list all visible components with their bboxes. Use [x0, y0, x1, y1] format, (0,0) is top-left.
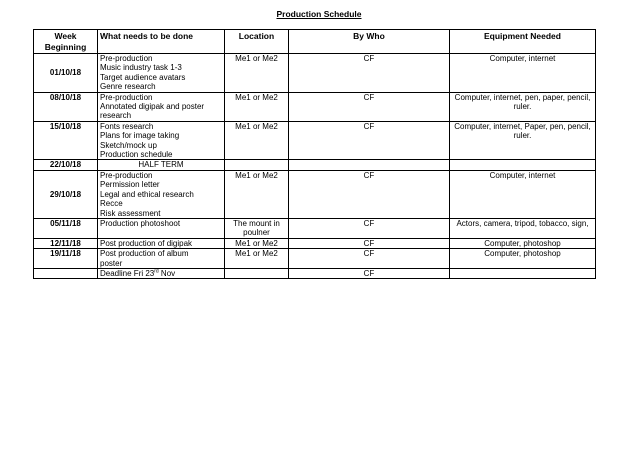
header-week-beginning: Week Beginning [34, 30, 98, 54]
task-cell [98, 121, 225, 160]
by-who-cell: CF [289, 249, 450, 269]
task-line: Target audience avatars [100, 72, 186, 82]
table-row [34, 92, 596, 121]
deadline-line [100, 269, 222, 278]
by-who-cell: CF [289, 92, 450, 121]
week-beginning-cell: 22/10/18 [34, 160, 98, 170]
task-cell [98, 54, 225, 93]
week-beginning-cell: 15/10/18 [34, 121, 98, 160]
production-schedule-table [33, 29, 596, 279]
task-cell [98, 249, 225, 269]
equipment-cell: Computer, internet, pen, paper, pencil, ruler. [450, 92, 596, 121]
header-location: Location [225, 30, 289, 54]
task-cell [98, 92, 225, 121]
equipment-cell: Actors, camera, tripod, tobacco, sign, [450, 218, 596, 238]
table-row [34, 238, 596, 248]
table-row [34, 268, 596, 278]
week-beginning-cell: 19/11/18 [34, 249, 98, 269]
header-row [34, 30, 596, 54]
task-line: Permission letter [100, 180, 160, 190]
by-who-cell: CF [289, 170, 450, 218]
task-line: poster [100, 258, 123, 268]
by-who-cell: CF [289, 54, 450, 93]
location-cell: Me1 or Me2 [225, 249, 289, 269]
task-line: research [100, 111, 132, 121]
equipment-cell: Computer, internet [450, 54, 596, 93]
task-line: Post production of album [100, 249, 189, 259]
task-cell [98, 160, 225, 170]
header-equipment-needed: Equipment Needed [450, 30, 596, 54]
task-line: Pre-production [100, 170, 153, 180]
table-row [34, 121, 596, 160]
location-cell: Me1 or Me2 [225, 92, 289, 121]
week-beginning-cell: 08/10/18 [34, 92, 98, 121]
document-title: Production Schedule [276, 9, 362, 19]
week-beginning-cell [34, 268, 98, 278]
equipment-cell [450, 268, 596, 278]
deadline-month: Nov [158, 268, 176, 278]
table-row [34, 170, 596, 218]
task-line: Risk assessment [100, 208, 161, 218]
deadline-text: Deadline Fri 23 [100, 268, 155, 278]
task-line: Sketch/mock up [100, 140, 157, 150]
location-cell: The mount in poulner [225, 218, 289, 238]
by-who-cell: CF [289, 218, 450, 238]
task-line: Legal and ethical research [100, 189, 194, 199]
task-line: Fonts research [100, 121, 154, 131]
table-row [34, 160, 596, 170]
task-line: Production photoshoot [100, 218, 181, 228]
equipment-cell: Computer, internet [450, 170, 596, 218]
week-beginning-cell: 05/11/18 [34, 218, 98, 238]
task-line: Pre-production [100, 54, 153, 63]
task-cell [98, 170, 225, 218]
task-line: Pre-production [100, 92, 153, 102]
by-who-cell: CF [289, 268, 450, 278]
deadline-ordinal: rd [154, 268, 159, 275]
task-line: Post production of digipak [100, 238, 193, 248]
equipment-cell [450, 160, 596, 170]
table-row [34, 218, 596, 238]
header-by-who: By Who [289, 30, 450, 54]
location-cell [225, 268, 289, 278]
week-beginning-cell: 12/11/18 [34, 238, 98, 248]
location-cell: Me1 or Me2 [225, 238, 289, 248]
task-cell [98, 218, 225, 238]
location-cell: Me1 or Me2 [225, 170, 289, 218]
task-line: Genre research [100, 82, 156, 92]
week-beginning-cell: 01/10/18 [34, 54, 98, 93]
header-what-needs-to-be-done: What needs to be done [98, 30, 225, 54]
task-line: Production schedule [100, 150, 173, 160]
week-beginning-cell: 29/10/18 [34, 170, 98, 218]
equipment-cell: Computer, photoshop [450, 238, 596, 248]
location-cell: Me1 or Me2 [225, 121, 289, 160]
location-cell [225, 160, 289, 170]
table-row [34, 249, 596, 269]
by-who-cell [289, 160, 450, 170]
task-line: Music industry task 1-3 [100, 63, 182, 73]
by-who-cell: CF [289, 238, 450, 248]
task-cell [98, 268, 225, 278]
task-line: Plans for image taking [100, 131, 180, 141]
task-line: HALF TERM [138, 160, 184, 170]
by-who-cell: CF [289, 121, 450, 160]
task-line: Annotated digipak and poster [100, 102, 205, 112]
task-cell [98, 238, 225, 248]
task-line: Recce [100, 199, 123, 209]
equipment-cell: Computer, photoshop [450, 249, 596, 269]
table-row [34, 54, 596, 93]
equipment-cell: Computer, internet, Paper, pen, pencil, ruler. [450, 121, 596, 160]
location-cell: Me1 or Me2 [225, 54, 289, 93]
